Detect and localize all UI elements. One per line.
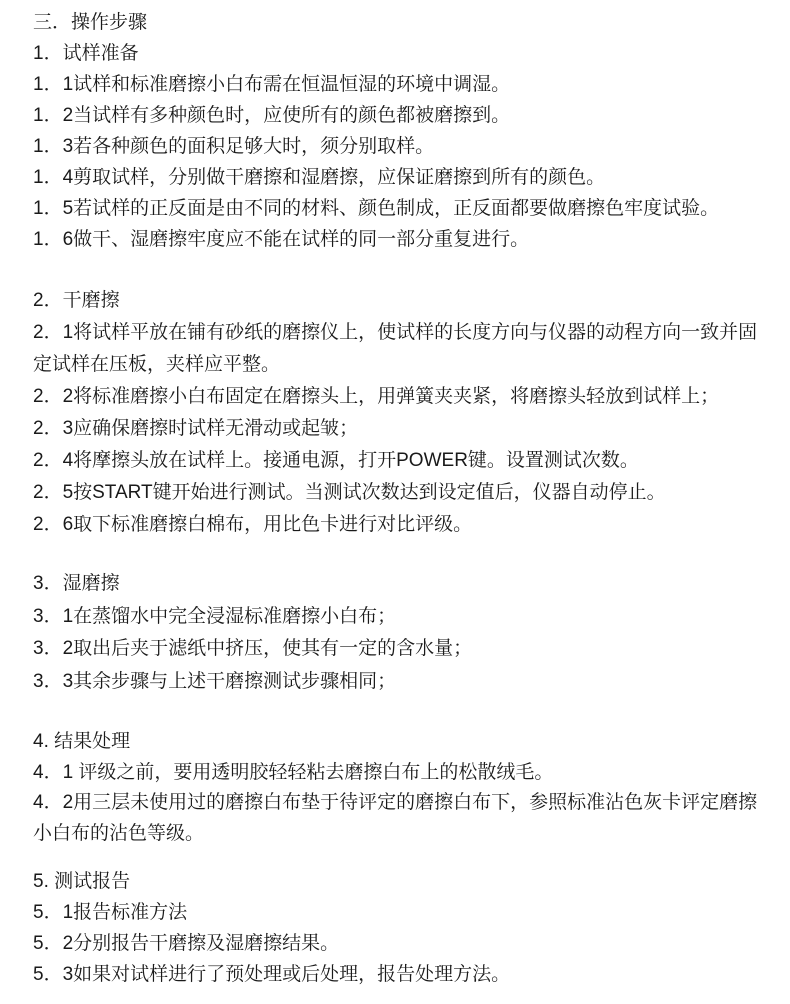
text-line: 3．2取出后夹于滤纸中挤压，使其有一定的含水量； xyxy=(33,638,473,659)
text-line: 5．2分别报告干磨擦及湿磨擦结果。 xyxy=(33,933,340,954)
text-line: 2．4将摩擦头放在试样上。接通电源，打开POWER键。设置测试次数。 xyxy=(33,450,639,471)
text-line: 2．5按START键开始进行测试。当测试次数达到设定值后，仪器自动停止。 xyxy=(33,482,666,503)
section-wet-rubbing xyxy=(33,568,766,698)
text-line: 1．1试样和标准磨擦小白布需在恒温恒湿的环境中调湿。 xyxy=(33,74,511,95)
text-line: 2．2将标准磨擦小白布固定在磨擦头上，用弹簧夹夹紧，将磨擦头轻放到试样上； xyxy=(33,386,720,407)
text-line: 1．3若各种颜色的面积足够大时，须分别取样。 xyxy=(33,136,435,157)
text-line: 2．1将试样平放在铺有砂纸的磨擦仪上，使试样的长度方向与仪器的动程方向一致并固 xyxy=(33,322,758,343)
text-line: 5．3如果对试样进行了预处理或后处理，报告处理方法。 xyxy=(33,964,511,985)
text-line: 2．3应确保磨擦时试样无滑动或起皱； xyxy=(33,418,359,439)
text-line: 3．3其余步骤与上述干磨擦测试步骤相同； xyxy=(33,670,397,692)
section-heading: 3．湿磨擦 xyxy=(33,573,120,594)
section-heading: 2．干磨擦 xyxy=(33,290,120,311)
section-heading: 5. 测试报告 xyxy=(33,871,131,892)
section-sample-preparation xyxy=(33,38,766,255)
text-line: 1．6做干、湿磨擦牢度应不能在试样的同一部分重复进行。 xyxy=(33,229,530,250)
text-line-wrap: 小白布的沾色等级。 xyxy=(33,822,205,844)
section-result-processing xyxy=(33,727,766,849)
page-title: 三．操作步骤 xyxy=(33,12,148,33)
text-line: 2．6取下标准磨擦白棉布，用比色卡进行对比评级。 xyxy=(33,514,473,535)
text-line: 1．5若试样的正反面是由不同的材料、颜色制成，正反面都要做磨擦色牢度试验。 xyxy=(33,198,720,219)
text-line: 1．2当试样有多种颜色时，应使所有的颜色都被磨擦到。 xyxy=(33,105,511,126)
section-title xyxy=(33,7,766,38)
text-line: 4．2用三层未使用过的磨擦白布垫于待评定的磨擦白布下，参照标准沾色灰卡评定磨擦 xyxy=(33,792,758,813)
text-line: 5．1报告标准方法 xyxy=(33,902,188,923)
text-line: 3．1在蒸馏水中完全浸湿标准磨擦小白布； xyxy=(33,605,397,627)
text-line-wrap: 定试样在压板，夹样应平整。 xyxy=(33,354,281,375)
text-line: 1．4剪取试样，分别做干磨擦和湿磨擦，应保证磨擦到所有的颜色。 xyxy=(33,167,606,188)
section-heading: 1．试样准备 xyxy=(33,43,139,64)
text-line: 4．1 评级之前，要用透明胶轻轻粘去磨擦白布上的松散绒毛。 xyxy=(33,761,554,783)
section-heading: 4. 结果处理 xyxy=(33,731,131,752)
section-dry-rubbing xyxy=(33,285,766,541)
section-test-report xyxy=(33,866,766,990)
